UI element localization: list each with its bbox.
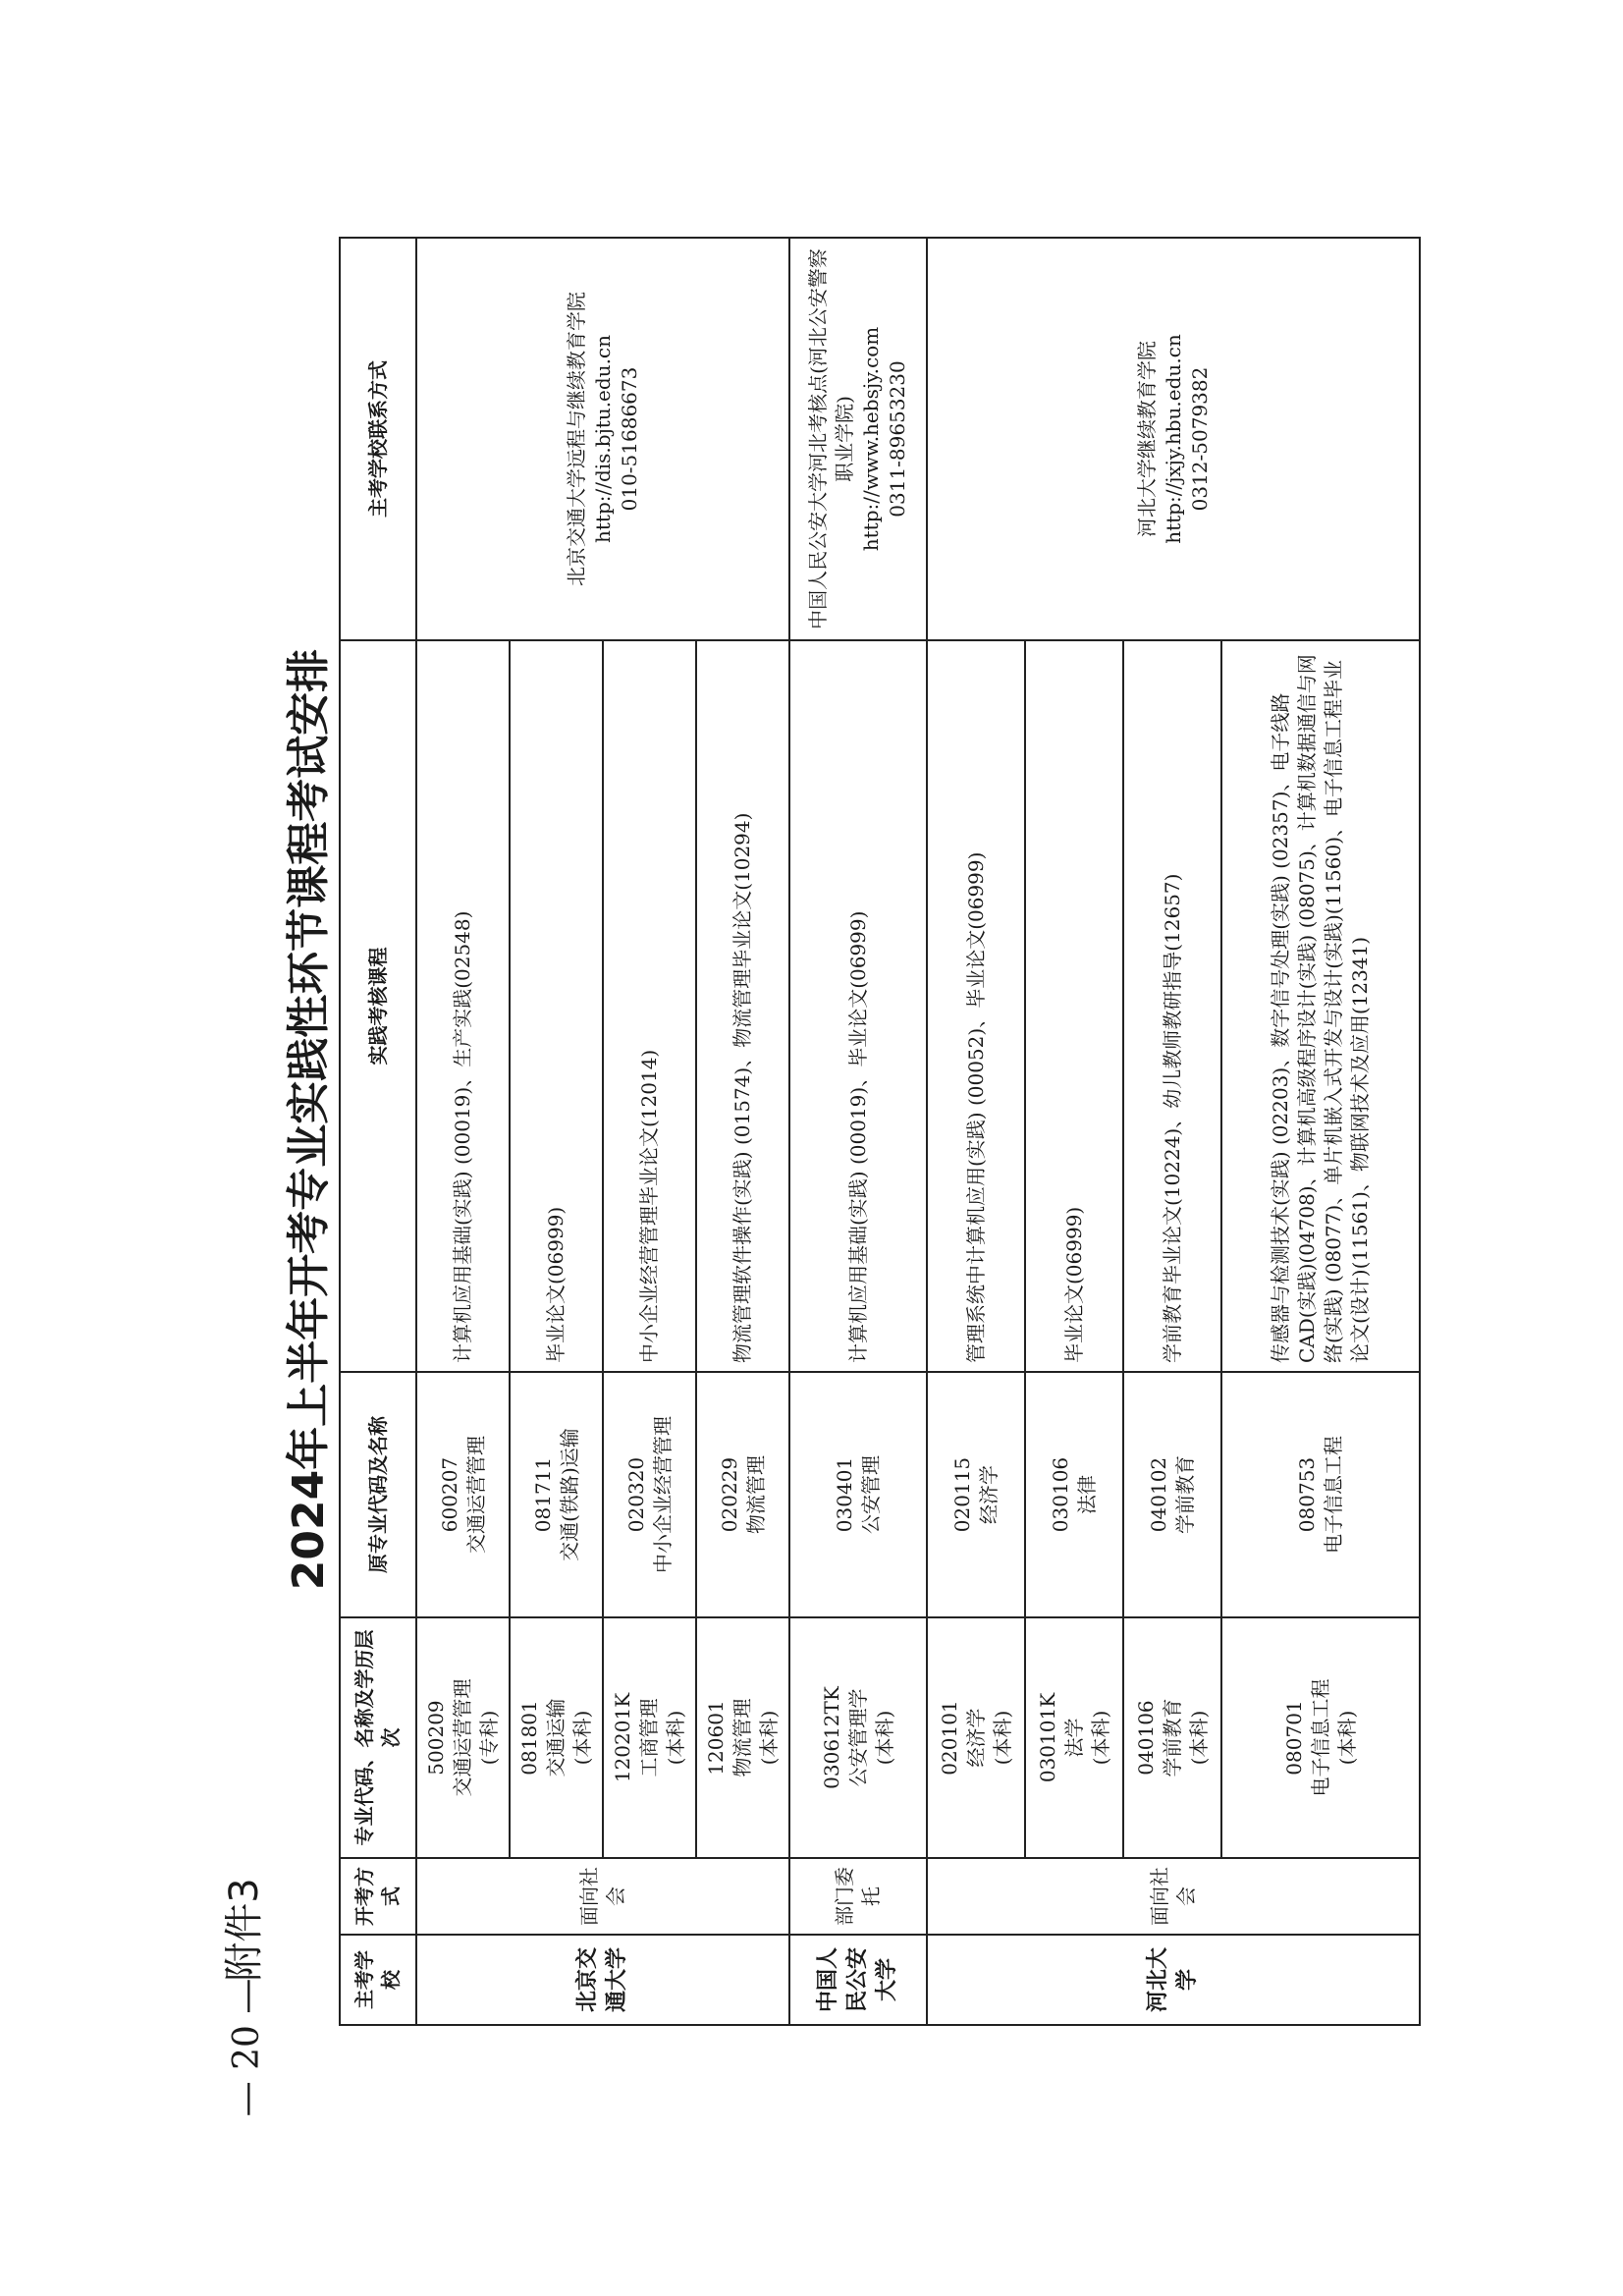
major-name: 法学	[1061, 1718, 1086, 1758]
orig-code: 020115	[950, 1456, 974, 1533]
orig-name: 公安管理	[859, 1455, 883, 1534]
orig-name: 交通运营管理	[463, 1436, 488, 1554]
major-code: 500209	[424, 1700, 448, 1776]
contact-cell	[789, 238, 927, 640]
major-code: 030101K	[1035, 1692, 1059, 1783]
courses-cell: 毕业论文(06999)	[1025, 640, 1123, 1372]
page-title: 2024年上半年开考专业实践性环节课程考试安排	[284, 648, 334, 1591]
original-major-cell	[696, 1372, 789, 1617]
courses-cell: 毕业论文(06999)	[510, 640, 603, 1372]
courses-cell: 计算机应用基础(实践) (00019)、生产实践(02548)	[416, 640, 510, 1372]
original-major-cell	[789, 1372, 927, 1617]
major-code: 040106	[1133, 1700, 1158, 1776]
original-major-cell	[510, 1372, 603, 1617]
table-row	[789, 238, 927, 2025]
major-cell	[603, 1617, 696, 1858]
orig-name: 交通(铁路)运输	[557, 1428, 581, 1561]
contact-cell	[416, 238, 789, 640]
header-mode: 开考方式	[340, 1858, 416, 1935]
major-code: 081801	[517, 1700, 541, 1776]
major-cell	[1025, 1617, 1123, 1858]
contact-url: http://jxjy.hbu.edu.cn	[1161, 334, 1185, 544]
major-code: 030612TK	[819, 1686, 843, 1789]
original-major-cell	[603, 1372, 696, 1617]
major-level: (本科)	[757, 1710, 781, 1766]
school-cell: 北京交通大学	[416, 1935, 789, 2025]
orig-code: 081711	[530, 1456, 555, 1533]
major-cell	[416, 1617, 510, 1858]
major-cell	[1221, 1617, 1420, 1858]
original-major-cell	[416, 1372, 510, 1617]
header-major: 专业代码、名称及学历层次	[340, 1617, 416, 1858]
major-code: 020101	[937, 1700, 961, 1776]
orig-name: 学前教育	[1173, 1455, 1197, 1534]
courses-cell: 管理系统中计算机应用(实践) (00052)、毕业论文(06999)	[927, 640, 1025, 1372]
original-major-cell	[1025, 1372, 1123, 1617]
table-row	[927, 238, 1025, 2025]
major-level: (本科)	[872, 1710, 896, 1766]
contact-url: http://dis.bjtu.edu.cn	[590, 334, 615, 544]
orig-code: 600207	[437, 1456, 461, 1533]
major-code: 120601	[704, 1700, 728, 1776]
orig-code: 030106	[1049, 1456, 1072, 1533]
major-name: 交通运输	[544, 1698, 568, 1777]
major-cell	[927, 1617, 1025, 1858]
major-level: (本科)	[990, 1710, 1014, 1766]
contact-name: 河北大学继续教育学院	[1134, 341, 1159, 537]
contact-phone: 0311-89653230	[886, 360, 909, 518]
header-original-major: 原专业代码及名称	[340, 1372, 416, 1617]
orig-code: 020229	[717, 1456, 741, 1533]
original-major-cell	[927, 1372, 1025, 1617]
contact-name: 北京交通大学远程与继续教育学院	[564, 292, 588, 586]
major-cell	[1123, 1617, 1221, 1858]
orig-name: 法律	[1075, 1475, 1099, 1514]
mode-cell: 部门委托	[789, 1858, 927, 1935]
contact-phone: 010-51686673	[617, 366, 641, 512]
original-major-cell	[1221, 1372, 1420, 1617]
major-level: (本科)	[1186, 1710, 1211, 1766]
courses-cell: 物流管理软件操作(实践) (01574)、物流管理毕业论文(10294)	[696, 640, 789, 1372]
orig-code: 030401	[833, 1456, 856, 1533]
major-name: 交通运营管理	[451, 1678, 474, 1797]
courses-cell: 中小企业经营管理毕业论文(12014)	[603, 640, 696, 1372]
mode-cell: 面向社会	[927, 1858, 1420, 1935]
orig-code: 020320	[623, 1456, 648, 1533]
courses-cell: 传感器与检测技术(实践) (02203)、数字信号处理(实践) (02357)、电子线路CAD(实践)(04708)、计算机高级程序设计(实践) (08075)、计算机数据通信与网络(实践) (08077)、单片机嵌入式开发与设计(实践)(11560)、电子信息工程毕业论文(设计)(11561)、物联网技术及应用(12341)	[1221, 640, 1420, 1372]
major-name: 电子信息工程	[1308, 1678, 1332, 1797]
header-contact: 主考学校联系方式	[340, 238, 416, 640]
contact-phone: 0312-5079382	[1187, 366, 1212, 512]
attachment-label: 附件3	[221, 1878, 267, 1982]
major-level: (本科)	[570, 1710, 594, 1766]
orig-name: 电子信息工程	[1322, 1436, 1345, 1554]
header-courses: 实践考核课程	[340, 640, 416, 1372]
contact-cell	[927, 238, 1420, 640]
orig-name: 经济学	[977, 1465, 1001, 1524]
page-number: — 20 —	[226, 1978, 267, 2117]
orig-code: 080753	[1295, 1456, 1319, 1533]
contact-url: http://www.hebsjy.com	[859, 326, 883, 552]
school-cell: 河北大学	[927, 1935, 1420, 2025]
major-level: (本科)	[1088, 1710, 1112, 1766]
courses-cell: 学前教育毕业论文(10224)、幼儿教师教研指导(12657)	[1123, 640, 1221, 1372]
major-name: 学前教育	[1160, 1698, 1184, 1777]
table-header-row	[340, 238, 416, 2025]
major-cell	[510, 1617, 603, 1858]
orig-name: 物流管理	[743, 1455, 768, 1534]
major-name: 经济学	[963, 1708, 988, 1768]
school-cell: 中国人民公安大学	[789, 1935, 927, 2025]
mode-cell: 面向社会	[416, 1858, 789, 1935]
exam-schedule-table	[339, 237, 1421, 2026]
major-code: 080701	[1281, 1700, 1306, 1776]
major-level: (专科)	[477, 1710, 501, 1766]
original-major-cell	[1123, 1372, 1221, 1617]
table-row	[416, 238, 510, 2025]
major-code: 120201K	[611, 1692, 634, 1783]
major-level: (本科)	[664, 1710, 687, 1766]
schedule-table-container	[339, 239, 1419, 2026]
major-name: 工商管理	[637, 1698, 661, 1777]
major-name: 公安管理学	[845, 1688, 870, 1787]
major-cell	[696, 1617, 789, 1858]
courses-cell: 计算机应用基础(实践) (00019)、毕业论文(06999)	[789, 640, 927, 1372]
contact-name: 中国人民公安大学河北考核点(河北公安警察职业学院)	[806, 248, 856, 629]
major-cell	[789, 1617, 927, 1858]
major-name: 物流管理	[730, 1698, 754, 1777]
orig-code: 040102	[1147, 1456, 1170, 1533]
orig-name: 中小企业经营管理	[650, 1416, 675, 1573]
header-school: 主考学校	[340, 1935, 416, 2025]
major-level: (本科)	[1334, 1710, 1359, 1766]
